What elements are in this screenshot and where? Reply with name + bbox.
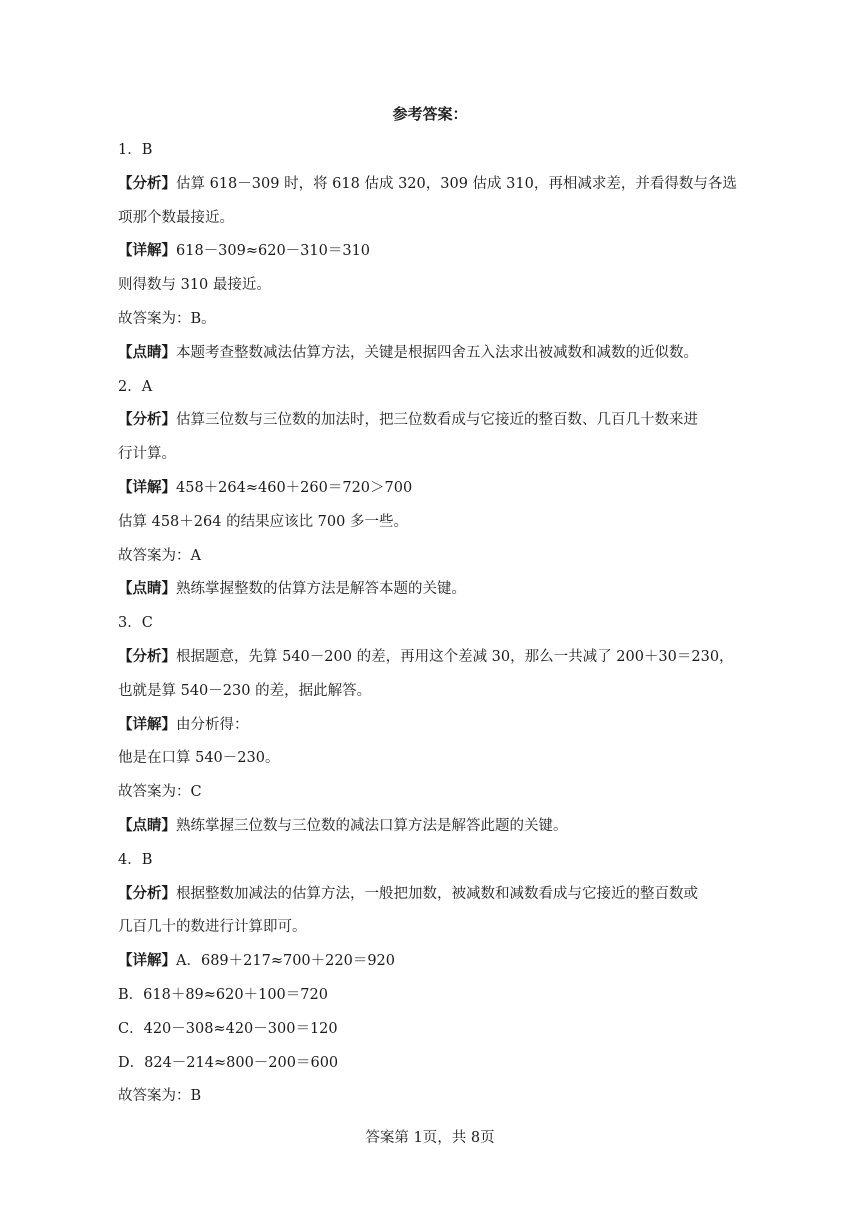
answer-line-q3-comment — [118, 810, 743, 844]
line-text: 根据整数加减法的估算方法，一般把加数，被减数和减数看成与它接近的整百数或 — [176, 885, 698, 902]
line-text: 他是在口算 540－230。 — [118, 750, 280, 767]
line-text: 本题考查整数减法估算方法，关键是根据四舍五入法求出被减数和减数的近似数。 — [176, 344, 698, 361]
section-label: 【分析】 — [118, 412, 176, 429]
answer-line-q2-detail-1 — [118, 472, 743, 506]
answer-line-q1-analysis-1 — [118, 168, 743, 202]
answer-line-q1-comment — [118, 337, 743, 371]
line-text: 行计算。 — [118, 446, 176, 463]
answer-line-q3-detail-2 — [118, 742, 743, 776]
line-text: 故答案为：C — [118, 784, 202, 801]
answer-line-q4-answer — [118, 1080, 743, 1114]
answer-line-q1-analysis-2 — [118, 202, 743, 236]
answer-line-q2-answer — [118, 540, 743, 574]
section-label: 【点睛】 — [118, 344, 176, 361]
answer-line-q2-comment — [118, 573, 743, 607]
section-label: 【分析】 — [118, 648, 176, 665]
section-label: 【详解】 — [118, 243, 176, 260]
line-text: 熟练掌握整数的估算方法是解答本题的关键。 — [176, 581, 466, 598]
line-text: 项那个数最接近。 — [118, 209, 234, 226]
line-text: 618－309≈620－310＝310 — [176, 243, 371, 260]
page-title: 参考答案： — [392, 105, 468, 123]
line-text: D．824－214≈800－200＝600 — [118, 1054, 339, 1071]
section-label: 【分析】 — [118, 885, 176, 902]
line-text: 4．B — [118, 851, 153, 868]
line-text: 估算 458＋264 的结果应该比 700 多一些。 — [118, 513, 408, 530]
line-text: 3．C — [118, 615, 153, 632]
section-label: 【详解】 — [118, 953, 176, 970]
section-label: 【详解】 — [118, 479, 176, 496]
answer-line-q1-number — [118, 134, 743, 168]
line-text: 则得数与 310 最接近。 — [118, 277, 271, 294]
line-text: 1．B — [118, 142, 153, 158]
line-text: 根据题意，先算 540－200 的差，再用这个差减 30，那么一共减了 200＋30＝230， — [176, 648, 734, 665]
answer-line-q4-detail-a — [118, 945, 743, 979]
answer-line-q3-number — [118, 607, 743, 641]
line-text: C．420－308≈420－300＝120 — [118, 1020, 338, 1037]
line-text: 几百几十的数进行计算即可。 — [118, 919, 307, 936]
answer-line-q1-detail-1 — [118, 235, 743, 269]
line-text: B．618＋89≈620＋100＝720 — [118, 986, 328, 1003]
page-footer: 答案第 1页，共 8页 — [365, 1130, 495, 1146]
line-text: 故答案为：A — [118, 547, 201, 564]
answer-line-q3-analysis-1 — [118, 641, 743, 675]
answer-line-q4-detail-c — [118, 1013, 743, 1047]
section-label: 【点睛】 — [118, 817, 176, 834]
line-text: 估算三位数与三位数的加法时，把三位数看成与它接近的整百数、几百几十数来进 — [176, 412, 698, 429]
answer-line-q4-number — [118, 844, 743, 878]
answer-line-q3-detail-1 — [118, 709, 743, 743]
answer-line-q2-number — [118, 371, 743, 405]
answer-line-q1-answer — [118, 303, 743, 337]
line-text: 估算 618－309 时，将 618 估成 320，309 估成 310，再相减求差，并看得数与各选 — [176, 175, 737, 192]
line-text: 由分析得： — [176, 716, 249, 733]
answer-content — [118, 134, 743, 1114]
answer-line-q4-analysis-2 — [118, 911, 743, 945]
answer-line-q4-detail-d — [118, 1047, 743, 1081]
line-text: 故答案为：B。 — [118, 310, 216, 327]
line-text: A．689＋217≈700＋220＝920 — [176, 953, 396, 970]
answer-line-q4-analysis-1 — [118, 878, 743, 912]
line-text: 也就是算 540－230 的差，据此解答。 — [118, 682, 372, 699]
line-text: 458＋264≈460＋260＝720＞700 — [176, 479, 413, 496]
section-label: 【分析】 — [118, 175, 176, 192]
section-label: 【点睛】 — [118, 581, 176, 598]
line-text: 2．A — [118, 378, 153, 395]
answer-line-q4-detail-b — [118, 979, 743, 1013]
answer-line-q2-detail-2 — [118, 506, 743, 540]
section-label: 【详解】 — [118, 716, 176, 733]
answer-line-q1-detail-2 — [118, 269, 743, 303]
answer-line-q3-answer — [118, 776, 743, 810]
answer-line-q2-analysis-2 — [118, 438, 743, 472]
answer-line-q2-analysis-1 — [118, 404, 743, 438]
line-text: 故答案为：B — [118, 1088, 202, 1105]
answer-line-q3-analysis-2 — [118, 675, 743, 709]
line-text: 熟练掌握三位数与三位数的减法口算方法是解答此题的关键。 — [176, 817, 568, 834]
